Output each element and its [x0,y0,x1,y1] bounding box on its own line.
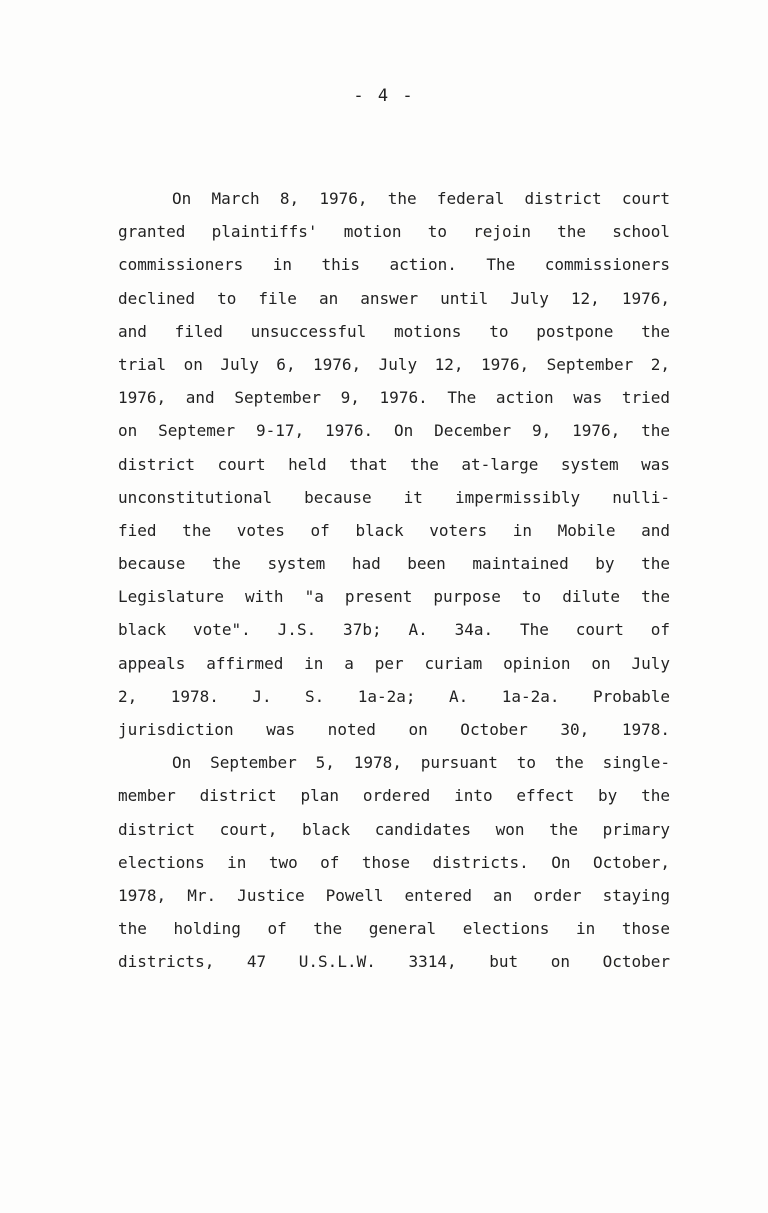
text-line: Legislature with "a present purpose to dilute the [118,587,670,607]
text-line: and filed unsuccessful motions to postpone the [118,321,670,341]
text-line: trial on July 6, 1976, July 12, 1976, September 2, [118,354,670,374]
text-line: because the system had been maintained by the [118,554,670,574]
page-number: - 4 - [353,86,415,106]
text-line: On March 8, 1976, the federal district court [172,189,670,208]
text-line: On September 5, 1978, pursuant to the single- [172,753,670,773]
text-line: appeals affirmed in a per curiam opinion on July [118,653,670,673]
text-line: fied the votes of black voters in Mobile and [118,520,670,540]
text-line: jurisdiction was noted on October 30, 1978. [118,720,670,739]
text-line: the holding of the general elections in those [118,919,670,939]
text-line: granted plaintiffs' motion to rejoin the school [118,222,670,242]
text-line: district court held that the at-large system was [118,454,670,474]
text-line: on Septemer 9-17, 1976. On December 9, 1976, the [118,421,670,441]
text-line: district court, black candidates won the primary [118,819,670,839]
text-line: 1976, and September 9, 1976. The action was tried [118,388,670,408]
text-line: districts, 47 U.S.L.W. 3314, but on October [118,952,670,972]
text-line: 1978, Mr. Justice Powell entered an order staying [118,885,670,905]
text-line: unconstitutional because it impermissibly nulli- [118,487,670,507]
text-line: black vote". J.S. 37b; A. 34a. The court of [118,620,670,640]
text-line: member district plan ordered into effect by the [118,786,670,806]
text-line: declined to file an answer until July 12, 1976, [118,288,670,308]
text-line: elections in two of those districts. On October, [118,852,670,872]
text-line: commissioners in this action. The commissioners [118,255,670,275]
body-text [118,182,670,979]
text-line: 2, 1978. J. S. 1a-2a; A. 1a-2a. Probable [118,686,670,706]
